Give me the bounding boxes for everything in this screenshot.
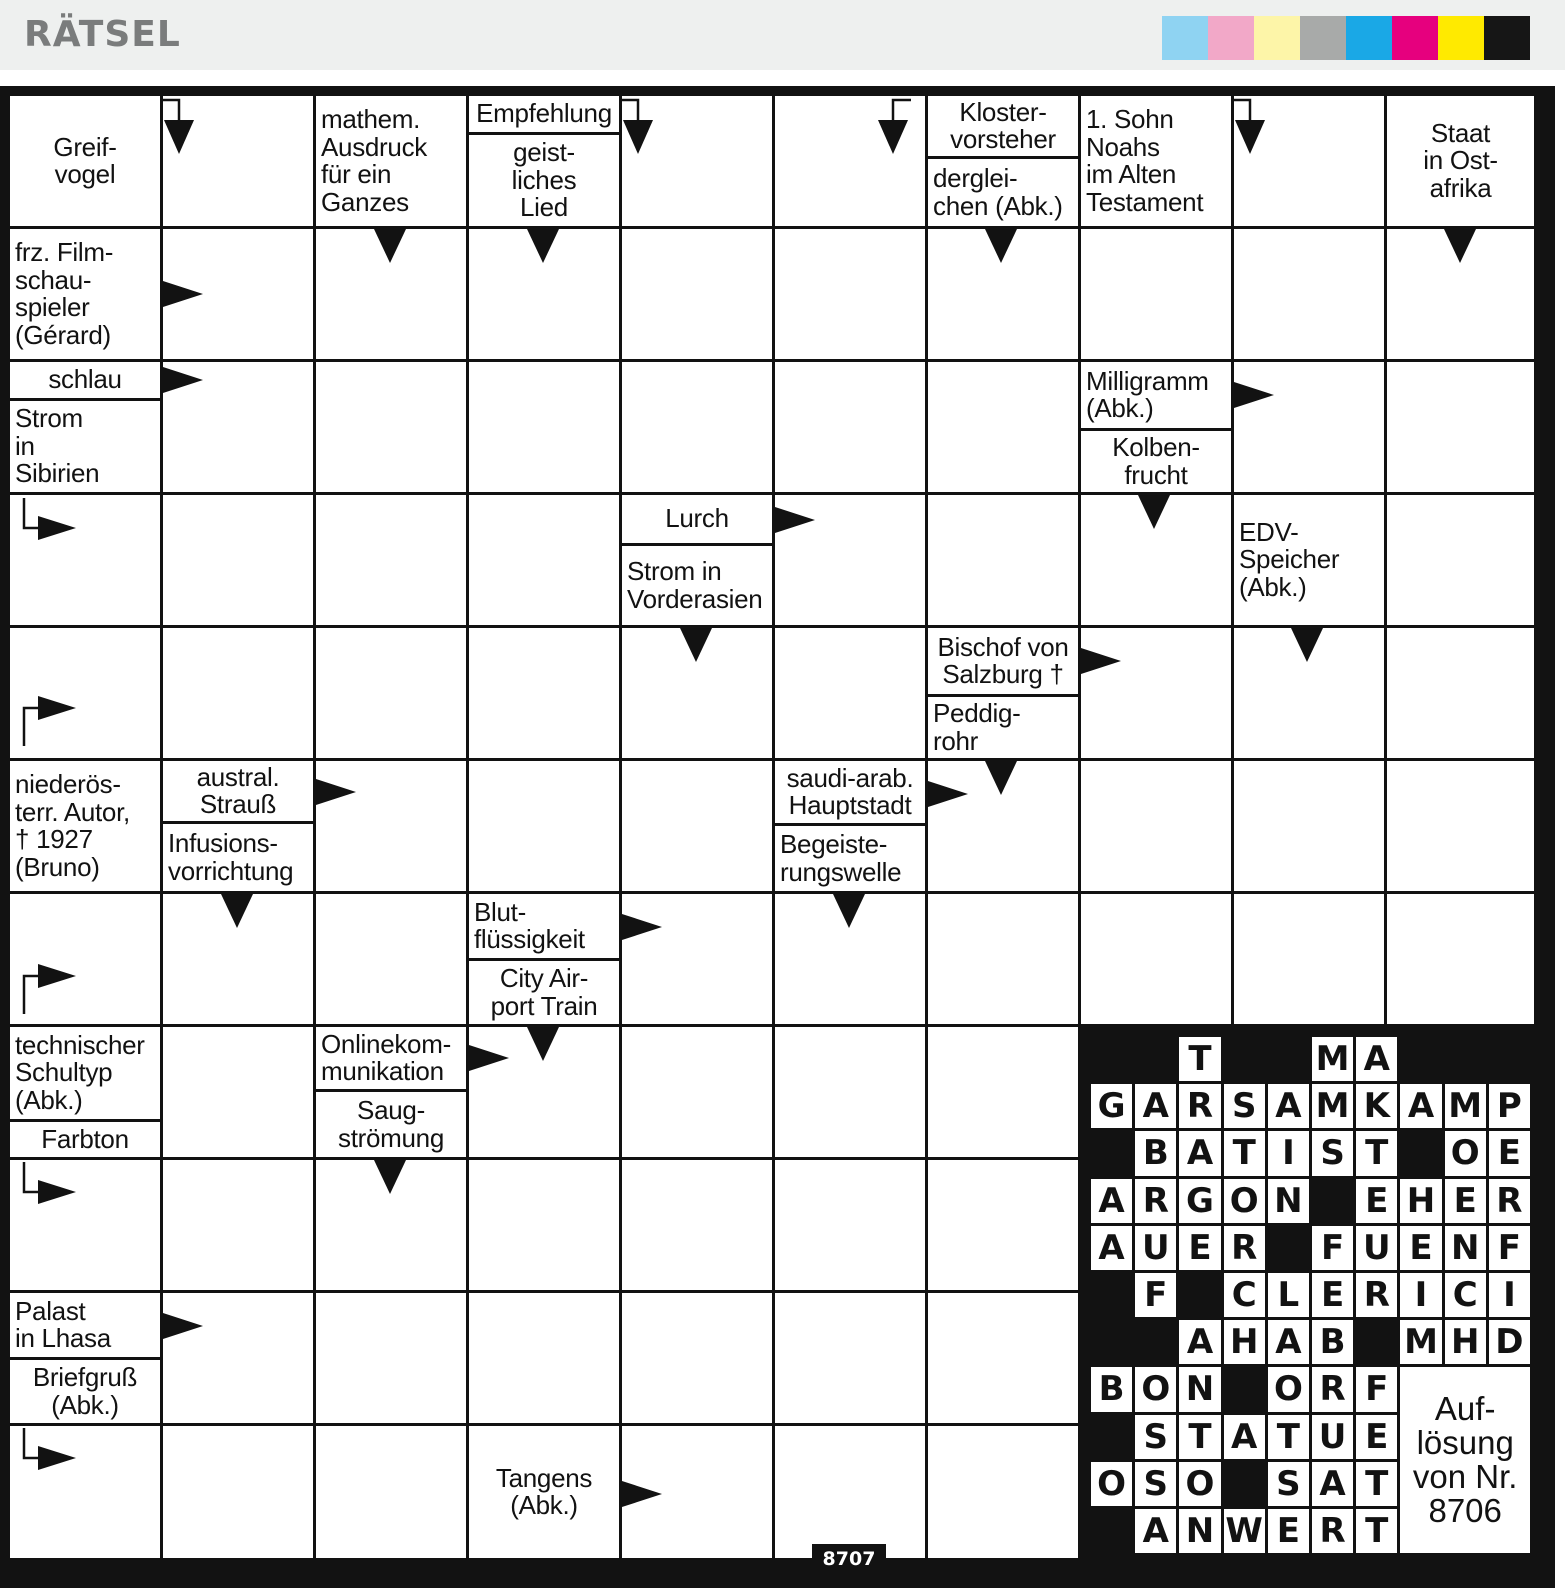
clue-line: spieler — [15, 292, 90, 322]
solution-letter: O — [1135, 1367, 1176, 1411]
arrow-left-down-icon — [877, 98, 911, 156]
solution-letter: U — [1312, 1415, 1353, 1459]
solution-letter: T — [1268, 1415, 1309, 1459]
clue-line: terr. Autor, — [15, 796, 130, 827]
clue-line: Vorderasien — [627, 583, 763, 614]
clue-line: City Air- — [499, 963, 589, 993]
solution-letter: O — [1091, 1462, 1132, 1506]
solution-letter: A — [1224, 1415, 1265, 1459]
grid-cell[interactable] — [1234, 229, 1384, 359]
solution-letter: R — [1489, 1179, 1530, 1223]
solution-letter: M — [1445, 1084, 1486, 1128]
solution-letter: W — [1224, 1509, 1265, 1553]
clue-saugstroemung — [321, 1092, 461, 1157]
clue-strom-vorderasien — [627, 546, 767, 625]
grid-cell[interactable] — [1081, 894, 1231, 1024]
grid-cell[interactable] — [316, 894, 466, 1024]
clue-line: für ein — [321, 159, 392, 189]
clue-line: Briefgruß — [32, 1362, 138, 1392]
solution-letter: E — [1356, 1415, 1397, 1459]
clue-mathem — [321, 96, 461, 226]
solution-letter: N — [1179, 1509, 1220, 1553]
solution-letter: E — [1445, 1179, 1486, 1223]
solution-letter: L — [1268, 1273, 1309, 1317]
arrow-right-icon — [163, 1313, 203, 1339]
grid-cell[interactable] — [316, 1293, 466, 1423]
arrow-right-icon — [1081, 648, 1121, 674]
arrow-right-icon — [775, 507, 815, 533]
clue-line: Hauptstadt — [788, 790, 912, 820]
arrow-down-right-icon — [22, 498, 78, 542]
clue-line: (Abk.) — [15, 1084, 83, 1115]
clue-edv-speicher — [1239, 495, 1379, 625]
clue-lurch — [627, 495, 767, 543]
clue-blutfluessigkeit — [474, 894, 614, 958]
solution-letter: R — [1135, 1179, 1176, 1223]
grid-cell[interactable] — [163, 1027, 313, 1157]
solution-letter: I — [1489, 1273, 1530, 1317]
clue-line: technischer — [15, 1029, 145, 1060]
grid-cell[interactable] — [469, 1160, 619, 1290]
solution-letter: A — [1135, 1509, 1176, 1553]
clue-line: Milligramm — [1086, 365, 1209, 396]
solution-letter: A — [1179, 1131, 1220, 1175]
color-swatch — [1438, 16, 1484, 60]
solution-letter: B — [1091, 1367, 1132, 1411]
solution-letter: G — [1179, 1179, 1220, 1223]
solution-letter: E — [1356, 1179, 1397, 1223]
arrow-down-icon — [221, 894, 253, 928]
solution-letter: T — [1356, 1462, 1397, 1506]
solution-letter: P — [1489, 1084, 1530, 1128]
solution-letter: H — [1224, 1320, 1265, 1364]
solution-letter: H — [1445, 1320, 1486, 1364]
clue-line: Strom in — [627, 556, 722, 586]
solution-letter: A — [1400, 1084, 1441, 1128]
solution-letter: I — [1400, 1273, 1441, 1317]
clue-line: Strom — [15, 403, 83, 434]
arrow-down-icon — [1291, 628, 1323, 662]
arrow-right-icon — [316, 779, 356, 805]
arrow-right-down-icon — [1234, 98, 1268, 156]
solution-letter: O — [1179, 1462, 1220, 1506]
grid-cell[interactable] — [1234, 894, 1384, 1024]
solution-letter: T — [1179, 1415, 1220, 1459]
grid-cell[interactable] — [316, 362, 466, 492]
solution-letter: F — [1489, 1226, 1530, 1270]
clue-line: schlau — [48, 364, 122, 395]
caption-line: von Nr. — [1412, 1458, 1518, 1496]
color-swatch — [1484, 16, 1530, 60]
arrow-down-right-icon — [22, 1428, 78, 1472]
solution-letter: F — [1135, 1273, 1176, 1317]
color-swatch — [1300, 16, 1346, 60]
clue-line: Salzburg † — [942, 659, 1064, 689]
solution-letter: C — [1224, 1273, 1265, 1317]
clue-line: 1. Sohn — [1086, 104, 1174, 134]
clue-line: vorrichtung — [168, 855, 294, 886]
clue-line: Strauß — [199, 789, 277, 819]
clue-line: in Lhasa — [15, 1323, 111, 1353]
grid-cell[interactable] — [163, 1426, 313, 1558]
clue-infusionsvorrichtung — [168, 824, 308, 891]
clue-line: Noahs — [1086, 131, 1160, 162]
solution-letter: O — [1224, 1179, 1265, 1223]
solution-letter: S — [1135, 1462, 1176, 1506]
clue-saudi-hauptstadt — [780, 761, 920, 823]
grid-cell[interactable] — [775, 628, 925, 758]
clue-line: chen (Abk.) — [933, 190, 1063, 221]
solution-letter: N — [1445, 1226, 1486, 1270]
solution-letter: S — [1268, 1462, 1309, 1506]
clue-line: (Bruno) — [15, 851, 100, 882]
clue-austral-strauss — [168, 761, 308, 821]
clue-line: derglei- — [933, 163, 1018, 193]
grid-cell[interactable] — [928, 1426, 1078, 1558]
clue-sohn-noahs — [1086, 96, 1226, 226]
arrow-up-right-icon — [22, 696, 78, 746]
arrow-up-right-icon — [22, 964, 78, 1014]
grid-cell[interactable] — [775, 229, 925, 359]
arrow-down-icon — [527, 229, 559, 263]
clue-line: Sibirien — [15, 458, 100, 489]
arrow-right-icon — [163, 367, 203, 393]
grid-cell[interactable] — [775, 1027, 925, 1157]
solution-letter: N — [1268, 1179, 1309, 1223]
color-swatch — [1346, 16, 1392, 60]
clue-line: Empfehlung — [476, 98, 612, 129]
clue-line: Greif- — [53, 131, 117, 162]
grid-cell[interactable] — [1387, 628, 1534, 758]
solution-letter: I — [1268, 1131, 1309, 1175]
color-swatch — [1392, 16, 1438, 60]
grid-cell[interactable] — [622, 1027, 772, 1157]
solution-letter: S — [1312, 1131, 1353, 1175]
clue-empfehlung — [474, 96, 614, 132]
grid-cell[interactable] — [469, 628, 619, 758]
clue-briefgruss — [15, 1360, 155, 1423]
grid-cell[interactable] — [163, 1160, 313, 1290]
clue-line: flüssigkeit — [474, 924, 585, 954]
clue-line: munikation — [321, 1056, 444, 1086]
arrow-down-icon — [985, 761, 1017, 795]
clue-tangens — [474, 1426, 614, 1558]
clue-line: Kloster- — [959, 96, 1047, 127]
clue-palast-lhasa — [15, 1293, 155, 1357]
arrow-right-icon — [622, 914, 662, 940]
caption-line: Auf- — [1434, 1390, 1496, 1428]
arrow-right-icon — [1234, 382, 1274, 408]
grid-cell[interactable] — [775, 1426, 925, 1558]
clue-kolbenfrucht — [1086, 431, 1226, 492]
solution-letter: F — [1356, 1367, 1397, 1411]
solution-letter: T — [1179, 1037, 1220, 1081]
solution-letter: B — [1312, 1320, 1353, 1364]
clue-bischof-salzburg — [933, 628, 1073, 694]
arrow-down-icon — [374, 229, 406, 263]
grid-cell[interactable] — [928, 1027, 1078, 1157]
grid-cell[interactable] — [469, 495, 619, 625]
grid-cell[interactable] — [316, 628, 466, 758]
clue-onlinekommunikation — [321, 1027, 461, 1089]
clue-line: im Alten — [1086, 159, 1177, 189]
solution-letter: E — [1312, 1273, 1353, 1317]
solution-letter: D — [1489, 1320, 1530, 1364]
clue-line: Begeiste- — [780, 829, 888, 859]
clue-line: Lurch — [665, 503, 729, 534]
solution-letter: A — [1091, 1226, 1132, 1270]
clue-greifvogel — [15, 96, 155, 226]
solution-letter: R — [1312, 1509, 1353, 1553]
page-title: RÄTSEL — [24, 14, 181, 55]
clue-line: Schultyp — [15, 1057, 113, 1088]
clue-line: (Gérard) — [15, 319, 111, 350]
clue-line: Speicher — [1239, 544, 1340, 575]
solution-letter: O — [1268, 1367, 1309, 1411]
arrow-right-icon — [622, 1481, 662, 1507]
arrow-down-icon — [833, 894, 865, 928]
grid-cell[interactable] — [775, 1160, 925, 1290]
clue-line: vorsteher — [950, 124, 1056, 154]
clue-technischer-schultyp — [15, 1027, 155, 1119]
arrow-down-icon — [374, 1160, 406, 1194]
clue-line: saudi-arab. — [786, 762, 914, 793]
clue-line: port Train — [490, 990, 598, 1021]
clue-line: afrika — [1429, 172, 1492, 203]
solution-letter: R — [1224, 1226, 1265, 1270]
clue-geistliches-lied — [474, 135, 614, 226]
clue-line: Ausdruck — [321, 131, 427, 162]
grid-cell[interactable] — [622, 362, 772, 492]
puzzle-number: 8707 — [812, 1544, 886, 1580]
grid-cell[interactable] — [1387, 894, 1534, 1024]
arrow-down-icon — [1138, 495, 1170, 529]
clue-line: Lied — [520, 192, 568, 223]
solution-letter: A — [1268, 1084, 1309, 1128]
clue-line: frucht — [1124, 459, 1188, 490]
clue-line: vogel — [54, 159, 116, 189]
grid-cell[interactable] — [316, 1426, 466, 1558]
clue-line: (Abk.) — [1239, 571, 1307, 602]
clue-line: Kolben- — [1112, 432, 1200, 462]
grid-cell[interactable] — [622, 761, 772, 891]
clue-line: Infusions- — [168, 828, 278, 858]
clue-city-airport-train — [474, 961, 614, 1024]
clue-frz-filmschauspieler — [15, 229, 155, 359]
arrow-right-icon — [163, 281, 203, 307]
grid-cell[interactable] — [163, 628, 313, 758]
solution-letter: T — [1356, 1509, 1397, 1553]
grid-cell[interactable] — [1234, 761, 1384, 891]
solution-letter: E — [1489, 1131, 1530, 1175]
clue-line: geist- — [513, 137, 575, 168]
solution-letter: M — [1312, 1084, 1353, 1128]
clue-klostervorsteher — [933, 96, 1073, 156]
grid-cell[interactable] — [1387, 362, 1534, 492]
clue-line: mathem. — [321, 104, 421, 134]
solution-letter: K — [1356, 1084, 1397, 1128]
solution-letter: T — [1356, 1131, 1397, 1175]
solution-letter: G — [1091, 1084, 1132, 1128]
solution-letter: E — [1179, 1226, 1220, 1270]
arrow-down-icon — [680, 628, 712, 662]
solution-letter: A — [1356, 1037, 1397, 1081]
clue-line: niederös- — [15, 769, 121, 799]
clue-farbton — [15, 1122, 155, 1157]
clue-line: Peddig- — [933, 698, 1021, 728]
clue-niederoesterr-autor — [15, 761, 155, 891]
grid-cell[interactable] — [775, 1293, 925, 1423]
clue-line: Onlinekom- — [321, 1028, 451, 1059]
solution-letter: O — [1445, 1131, 1486, 1175]
color-swatch — [1162, 16, 1208, 60]
color-calibration-strip — [1162, 16, 1530, 60]
grid-cell[interactable] — [469, 1293, 619, 1423]
solution-caption — [1400, 1367, 1530, 1553]
grid-cell[interactable] — [1387, 761, 1534, 891]
grid-cell[interactable] — [1081, 761, 1231, 891]
crossword-board — [0, 86, 1555, 1588]
grid-cell[interactable] — [775, 362, 925, 492]
grid-cell[interactable] — [622, 229, 772, 359]
solution-letter: U — [1135, 1226, 1176, 1270]
solution-letter: B — [1135, 1131, 1176, 1175]
solution-letter: S — [1135, 1415, 1176, 1459]
clue-line: in — [15, 430, 35, 461]
clue-line: Testament — [1086, 186, 1204, 217]
clue-line: austral. — [196, 761, 280, 792]
arrow-right-down-icon — [622, 98, 656, 156]
clue-line: strömung — [338, 1122, 444, 1153]
solution-letter: R — [1179, 1084, 1220, 1128]
arrow-down-icon — [1444, 229, 1476, 263]
clue-line: EDV- — [1239, 516, 1299, 547]
clue-line: schau- — [15, 264, 92, 295]
solution-letter: E — [1268, 1509, 1309, 1553]
solution-letter: M — [1400, 1320, 1441, 1364]
grid-cell[interactable] — [316, 495, 466, 625]
grid-cell[interactable] — [469, 761, 619, 891]
grid-cell[interactable] — [928, 362, 1078, 492]
clue-line: (Abk.) — [1086, 393, 1154, 423]
grid-cell[interactable] — [928, 495, 1078, 625]
grid-cell[interactable] — [622, 1160, 772, 1290]
solution-letter: C — [1445, 1273, 1486, 1317]
clue-line: Farbton — [41, 1123, 129, 1154]
clue-line: rungswelle — [780, 856, 902, 887]
clue-peddigrohr — [933, 697, 1073, 758]
clue-line: Ganzes — [321, 186, 409, 217]
clue-line: in Ost- — [1423, 145, 1498, 176]
caption-line: lösung — [1416, 1424, 1514, 1462]
clue-milligramm — [1086, 362, 1226, 428]
color-swatch — [1208, 16, 1254, 60]
clue-line: Bischof von — [937, 631, 1069, 662]
arrow-down-icon — [985, 229, 1017, 263]
clue-line: (Abk.) — [51, 1389, 119, 1420]
clue-line: Blut- — [474, 896, 526, 927]
solution-letter: E — [1400, 1226, 1441, 1270]
clue-line: liches — [511, 164, 577, 195]
clue-line: Saug- — [357, 1095, 425, 1125]
solution-letter: N — [1179, 1367, 1220, 1411]
arrow-right-down-icon — [163, 98, 197, 156]
clue-staat-ostafrika — [1392, 96, 1529, 226]
clue-line: † 1927 — [15, 824, 93, 854]
clue-line: Tangens — [495, 1462, 593, 1493]
solution-letter: A — [1312, 1462, 1353, 1506]
solution-letter: T — [1224, 1131, 1265, 1175]
solution-letter: A — [1091, 1179, 1132, 1223]
arrow-down-icon — [527, 1027, 559, 1061]
clue-line: rohr — [933, 725, 979, 756]
solution-letter: U — [1356, 1226, 1397, 1270]
grid-cell[interactable] — [928, 1160, 1078, 1290]
arrow-right-icon — [928, 781, 968, 807]
clue-line: frz. Film- — [15, 237, 114, 267]
solution-letter: A — [1268, 1320, 1309, 1364]
solution-letter: S — [1224, 1084, 1265, 1128]
clue-schlau — [15, 362, 155, 398]
clue-dergleichen — [933, 159, 1073, 226]
clue-line: Palast — [15, 1295, 86, 1326]
header-bar — [0, 0, 1565, 70]
grid-cell[interactable] — [1387, 495, 1534, 625]
clue-line: Staat — [1430, 117, 1491, 148]
color-swatch — [1254, 16, 1300, 60]
caption-line: 8706 — [1428, 1492, 1502, 1530]
grid-cell[interactable] — [622, 1293, 772, 1423]
solution-letter: F — [1312, 1226, 1353, 1270]
clue-line: (Abk.) — [510, 1490, 578, 1520]
solution-letter: R — [1312, 1367, 1353, 1411]
grid-cell[interactable] — [1081, 229, 1231, 359]
arrow-right-icon — [469, 1045, 509, 1071]
grid-cell[interactable] — [928, 1293, 1078, 1423]
solution-letter: R — [1356, 1273, 1397, 1317]
solution-letter: M — [1312, 1037, 1353, 1081]
solution-letter: H — [1400, 1179, 1441, 1223]
solution-letter: A — [1135, 1084, 1176, 1128]
arrow-down-right-icon — [22, 1162, 78, 1206]
solution-letter: A — [1179, 1320, 1220, 1364]
grid-cell[interactable] — [928, 894, 1078, 1024]
clue-strom-sibirien — [15, 401, 155, 492]
grid-cell[interactable] — [469, 362, 619, 492]
grid-cell[interactable] — [163, 495, 313, 625]
clue-begeisterungswelle — [780, 826, 920, 891]
